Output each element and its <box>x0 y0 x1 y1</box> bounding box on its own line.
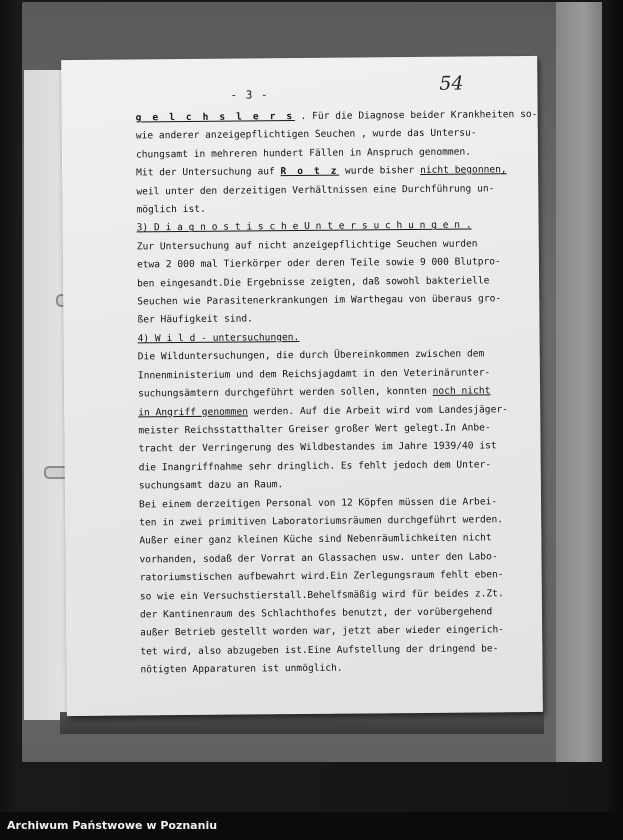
document-page <box>61 56 543 716</box>
text-segment: Zur Untersuchung auf nicht anzeigepflichtige Seuchen wurden <box>136 238 478 253</box>
text-segment: ßer Häufigkeit sind. <box>137 313 253 326</box>
text-segment: tracht der Verringerung des Wildbestandes im Jahre 1939/40 ist <box>138 440 497 455</box>
text-segment: suchungsämtern durchgeführt werden sollen, konnten <box>138 385 433 400</box>
page-number: - 3 - <box>230 88 269 102</box>
text-segment: tet wird, also abzugeben ist.Eine Aufstellung der dringend be- <box>140 643 499 658</box>
text-line <box>140 658 544 680</box>
text-segment: Außer einer ganz kleinen Küche sind Nebenräumlichkeiten nicht <box>139 532 492 547</box>
text-segment: der Kantinenraum des Schlachthofes benutzt, der vorübergehend <box>139 606 493 621</box>
text-segment: möglich ist. <box>136 203 206 216</box>
text-segment: vorhanden, sodaß der Vorrat an Glassachen usw. unter den Labo- <box>139 551 498 566</box>
text-segment: Die Wilduntersuchungen, die durch Übereinkommen zwischen dem <box>137 348 485 363</box>
text-segment: Bei einem derzeitigen Personal von 12 Köpfen müssen die Arbei- <box>138 495 498 510</box>
archive-name: Archiwum Państwowe w Poznaniu <box>7 819 218 832</box>
text-segment: nicht begonnen, <box>419 164 507 177</box>
text-segment: so wie ein Versuchstierstall.Behelfsmäßig wird für beides z.Zt. <box>139 587 504 602</box>
text-segment: nötigten Apparaturen ist unmöglich. <box>140 662 343 676</box>
text-line <box>139 456 543 478</box>
text-segment: g e l c h s l e r s <box>135 111 295 124</box>
text-segment: Mit der Untersuchung auf <box>136 166 281 179</box>
text-segment: noch nicht <box>432 385 491 397</box>
text-segment: werden. Auf die Arbeit wird vom Landesjäger- <box>247 403 508 417</box>
footer-bar <box>0 812 623 840</box>
text-segment: ten in zwei primitiven Laboratoriumsräumen durchgeführt werden. <box>139 514 504 529</box>
text-segment: R o t z <box>280 165 340 178</box>
text-segment: chungsamt in mehreren hundert Fällen in Anspruch genommen. <box>135 146 472 161</box>
text-line <box>136 180 540 202</box>
text-segment: wurde bisher <box>339 165 421 177</box>
text-segment: Innenministerium und dem Reichsjagdamt in den Veterinärunter- <box>137 367 491 382</box>
text-segment: 3) D i a g n o s t i s c h e U n t e r s u c h u n g e n . <box>136 219 472 234</box>
text-segment: ben eingesandt.Die Ergebnisse zeigten, daß sowohl bakterielle <box>137 275 490 290</box>
text-segment: die Inangriffnahme sehr dringlich. Es fehlt jedoch dem Unter- <box>138 459 492 474</box>
text-segment: 4) W i l d - untersuchungen. <box>137 331 300 345</box>
folder-edge <box>556 2 602 762</box>
text-segment: wie anderer anzeigepflichtigen Seuchen , wurde das Untersu- <box>135 127 477 142</box>
text-segment: außer Betrieb gestellt worden war, jetzt aber wieder eingerich- <box>140 624 505 639</box>
folio-stamp: 54 <box>439 72 464 95</box>
text-line <box>140 640 544 662</box>
text-segment: etwa 2 000 mal Tierkörper oder deren Teile sowie 9 000 Blutpro- <box>136 256 501 271</box>
text-segment: weil unter den derzeitigen Verhältnissen eine Durchführung un- <box>136 182 495 198</box>
text-segment: ratoriumstischen aufbewahrt wird.Ein Zerlegungsraum fehlt eben- <box>139 569 504 584</box>
text-segment: . Für die Diagnose beider Krankheiten so- <box>294 108 538 123</box>
text-segment: Seuchen wie Parasitenerkrankungen im Warthegau von überaus gro- <box>137 293 502 308</box>
text-segment: suchungsamt dazu an Raum. <box>138 479 284 492</box>
body-text <box>136 106 545 680</box>
text-segment: in Angriff genommen <box>138 405 249 418</box>
text-segment: meister Reichsstatthalter Greiser großer Wert gelegt.In Anbe- <box>138 422 491 437</box>
